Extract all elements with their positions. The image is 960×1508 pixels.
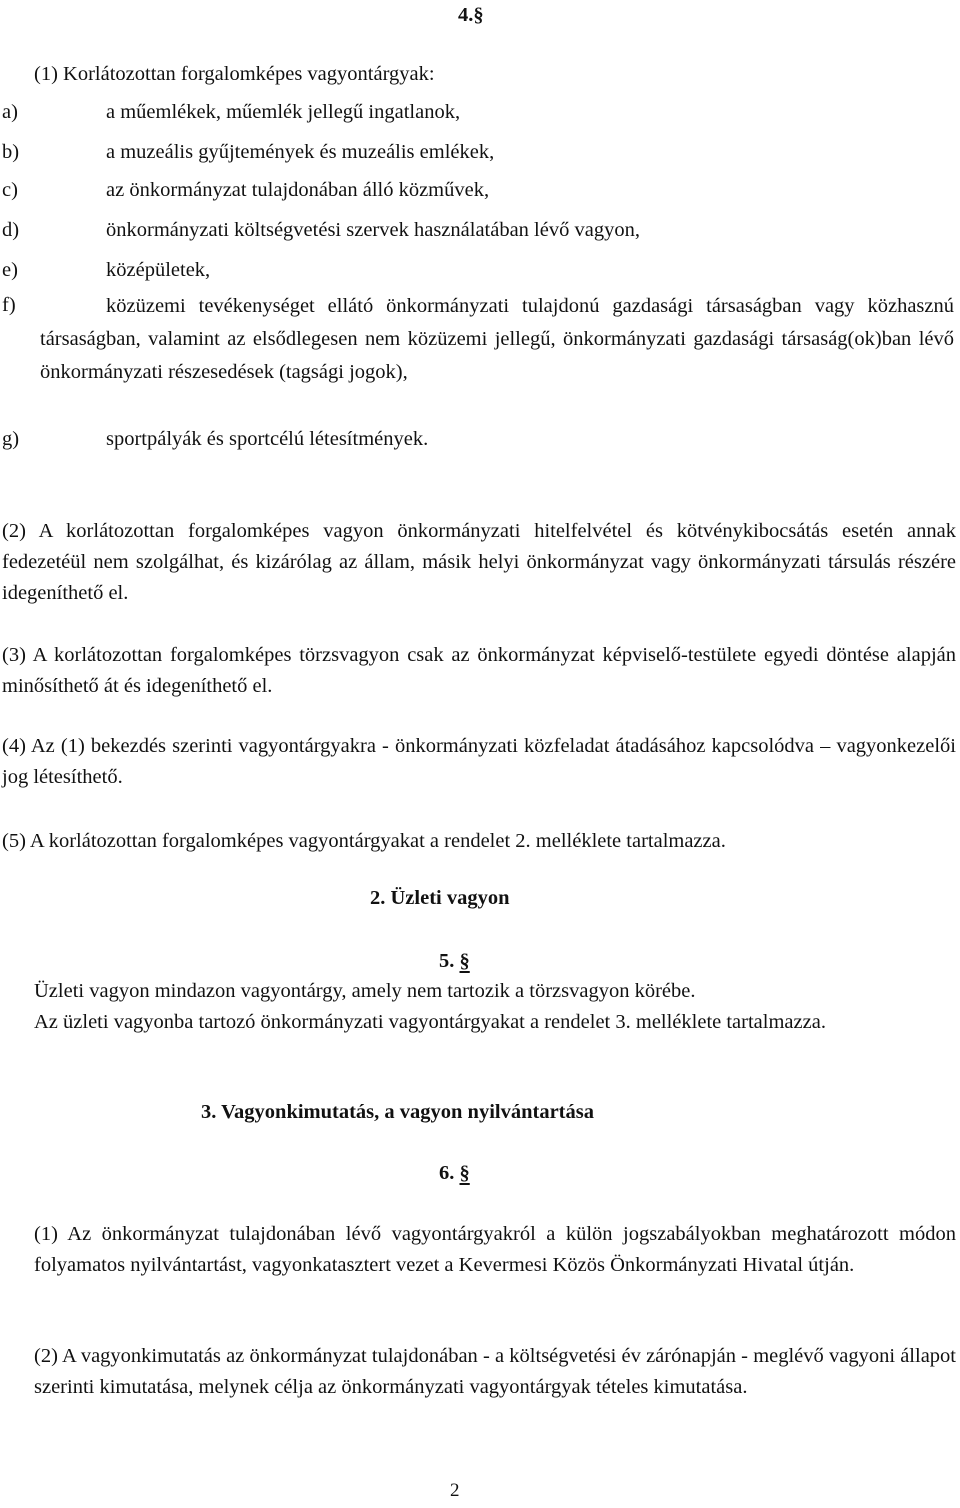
paragraph-4-5: (5) A korlátozottan forgalomképes vagyontárgyakat a rendelet 2. melléklete tartalmazza. xyxy=(2,830,726,852)
list-marker: f) xyxy=(2,294,16,316)
paragraph-4-2: (2) A korlátozottan forgalomképes vagyon önkormányzati hitelfelvétel és kötvénykibocsátás esetén annak fedezetéül nem szolgálhat, és kizárólag az állam, másik helyi önkormányzat vagy önkormányzati társulás részére idegeníthető el. xyxy=(2,520,956,604)
section-number: 6. xyxy=(439,1162,455,1184)
section-intro: (1) Korlátozottan forgalomképes vagyontárgyak: xyxy=(34,63,435,85)
list-text: középületek, xyxy=(106,259,211,281)
list-item xyxy=(0,137,960,168)
chapter2-line2: Az üzleti vagyonba tartozó önkormányzati vagyontárgyakat a rendelet 3. melléklete tartalmazza. xyxy=(34,1011,826,1033)
list-text-multiline: közüzemi tevékenységet ellátó önkormányzati tulajdonú gazdasági társaságban vagy közhasznú társaságban, valamint az elsődlegesen nem közüzemi jellegű, önkormányzati gazdasági társaság(ok)ban lévő önkormányzati részesedések (tagsági jogok), xyxy=(40,295,954,383)
list-marker: d) xyxy=(2,219,20,241)
list-item xyxy=(0,424,960,455)
paragraph-4-3: (3) A korlátozottan forgalomképes törzsvagyon csak az önkormányzat képviselő-testülete egyedi döntése alapján minősíthető át és idegeníthető el. xyxy=(2,644,956,697)
paragraph-6-2: (2) A vagyonkimutatás az önkormányzat tulajdonában - a költségvetési év zárónapján - meglévő vagyoni állapot szerinti kimutatása, melynek célja az önkormányzati vagyontárgyak tételes kimutatása. xyxy=(34,1345,956,1398)
list-marker: a) xyxy=(2,101,18,123)
list-item xyxy=(0,255,960,286)
section-number: 5. xyxy=(439,950,455,972)
list-item xyxy=(0,175,960,206)
section-heading-4: 4.§ xyxy=(458,4,484,26)
page-number: 2 xyxy=(450,1480,460,1501)
section-sign: § xyxy=(459,1162,470,1184)
chapter-title-2: 2. Üzleti vagyon xyxy=(370,887,510,909)
list-item xyxy=(0,97,960,128)
list-marker: b) xyxy=(2,141,20,163)
section-heading-6 xyxy=(439,1158,470,1189)
list-marker: e) xyxy=(2,259,18,281)
list-text: sportpályák és sportcélú létesítmények. xyxy=(106,428,429,450)
list-marker: c) xyxy=(2,179,18,201)
list-text: önkormányzati költségvetési szervek használatában lévő vagyon, xyxy=(106,219,640,241)
list-text: az önkormányzat tulajdonában álló közművek, xyxy=(106,179,490,201)
list-text: a műemlékek, műemlék jellegű ingatlanok, xyxy=(106,101,461,123)
paragraph-6-1: (1) Az önkormányzat tulajdonában lévő vagyontárgyakról a külön jogszabályokban meghatározott módon folyamatos nyilvántartást, vagyonkatasztert vezet a Kevermesi Közös Önkormányzati Hivatal útján. xyxy=(34,1223,956,1276)
list-text: a muzeális gyűjtemények és muzeális emlékek, xyxy=(106,141,495,163)
list-item xyxy=(0,215,960,246)
chapter2-line1: Üzleti vagyon mindazon vagyontárgy, amely nem tartozik a törzsvagyon körébe. xyxy=(34,980,696,1002)
chapter-title-3: 3. Vagyonkimutatás, a vagyon nyilvántartása xyxy=(201,1101,594,1123)
list-marker: g) xyxy=(2,428,20,450)
section-sign: § xyxy=(459,950,470,972)
paragraph-4-4: (4) Az (1) bekezdés szerinti vagyontárgyakra - önkormányzati közfeladat átadásához kapcsolódva – vagyonkezelői jog létesíthető. xyxy=(2,735,956,788)
section-heading-5 xyxy=(439,946,470,977)
